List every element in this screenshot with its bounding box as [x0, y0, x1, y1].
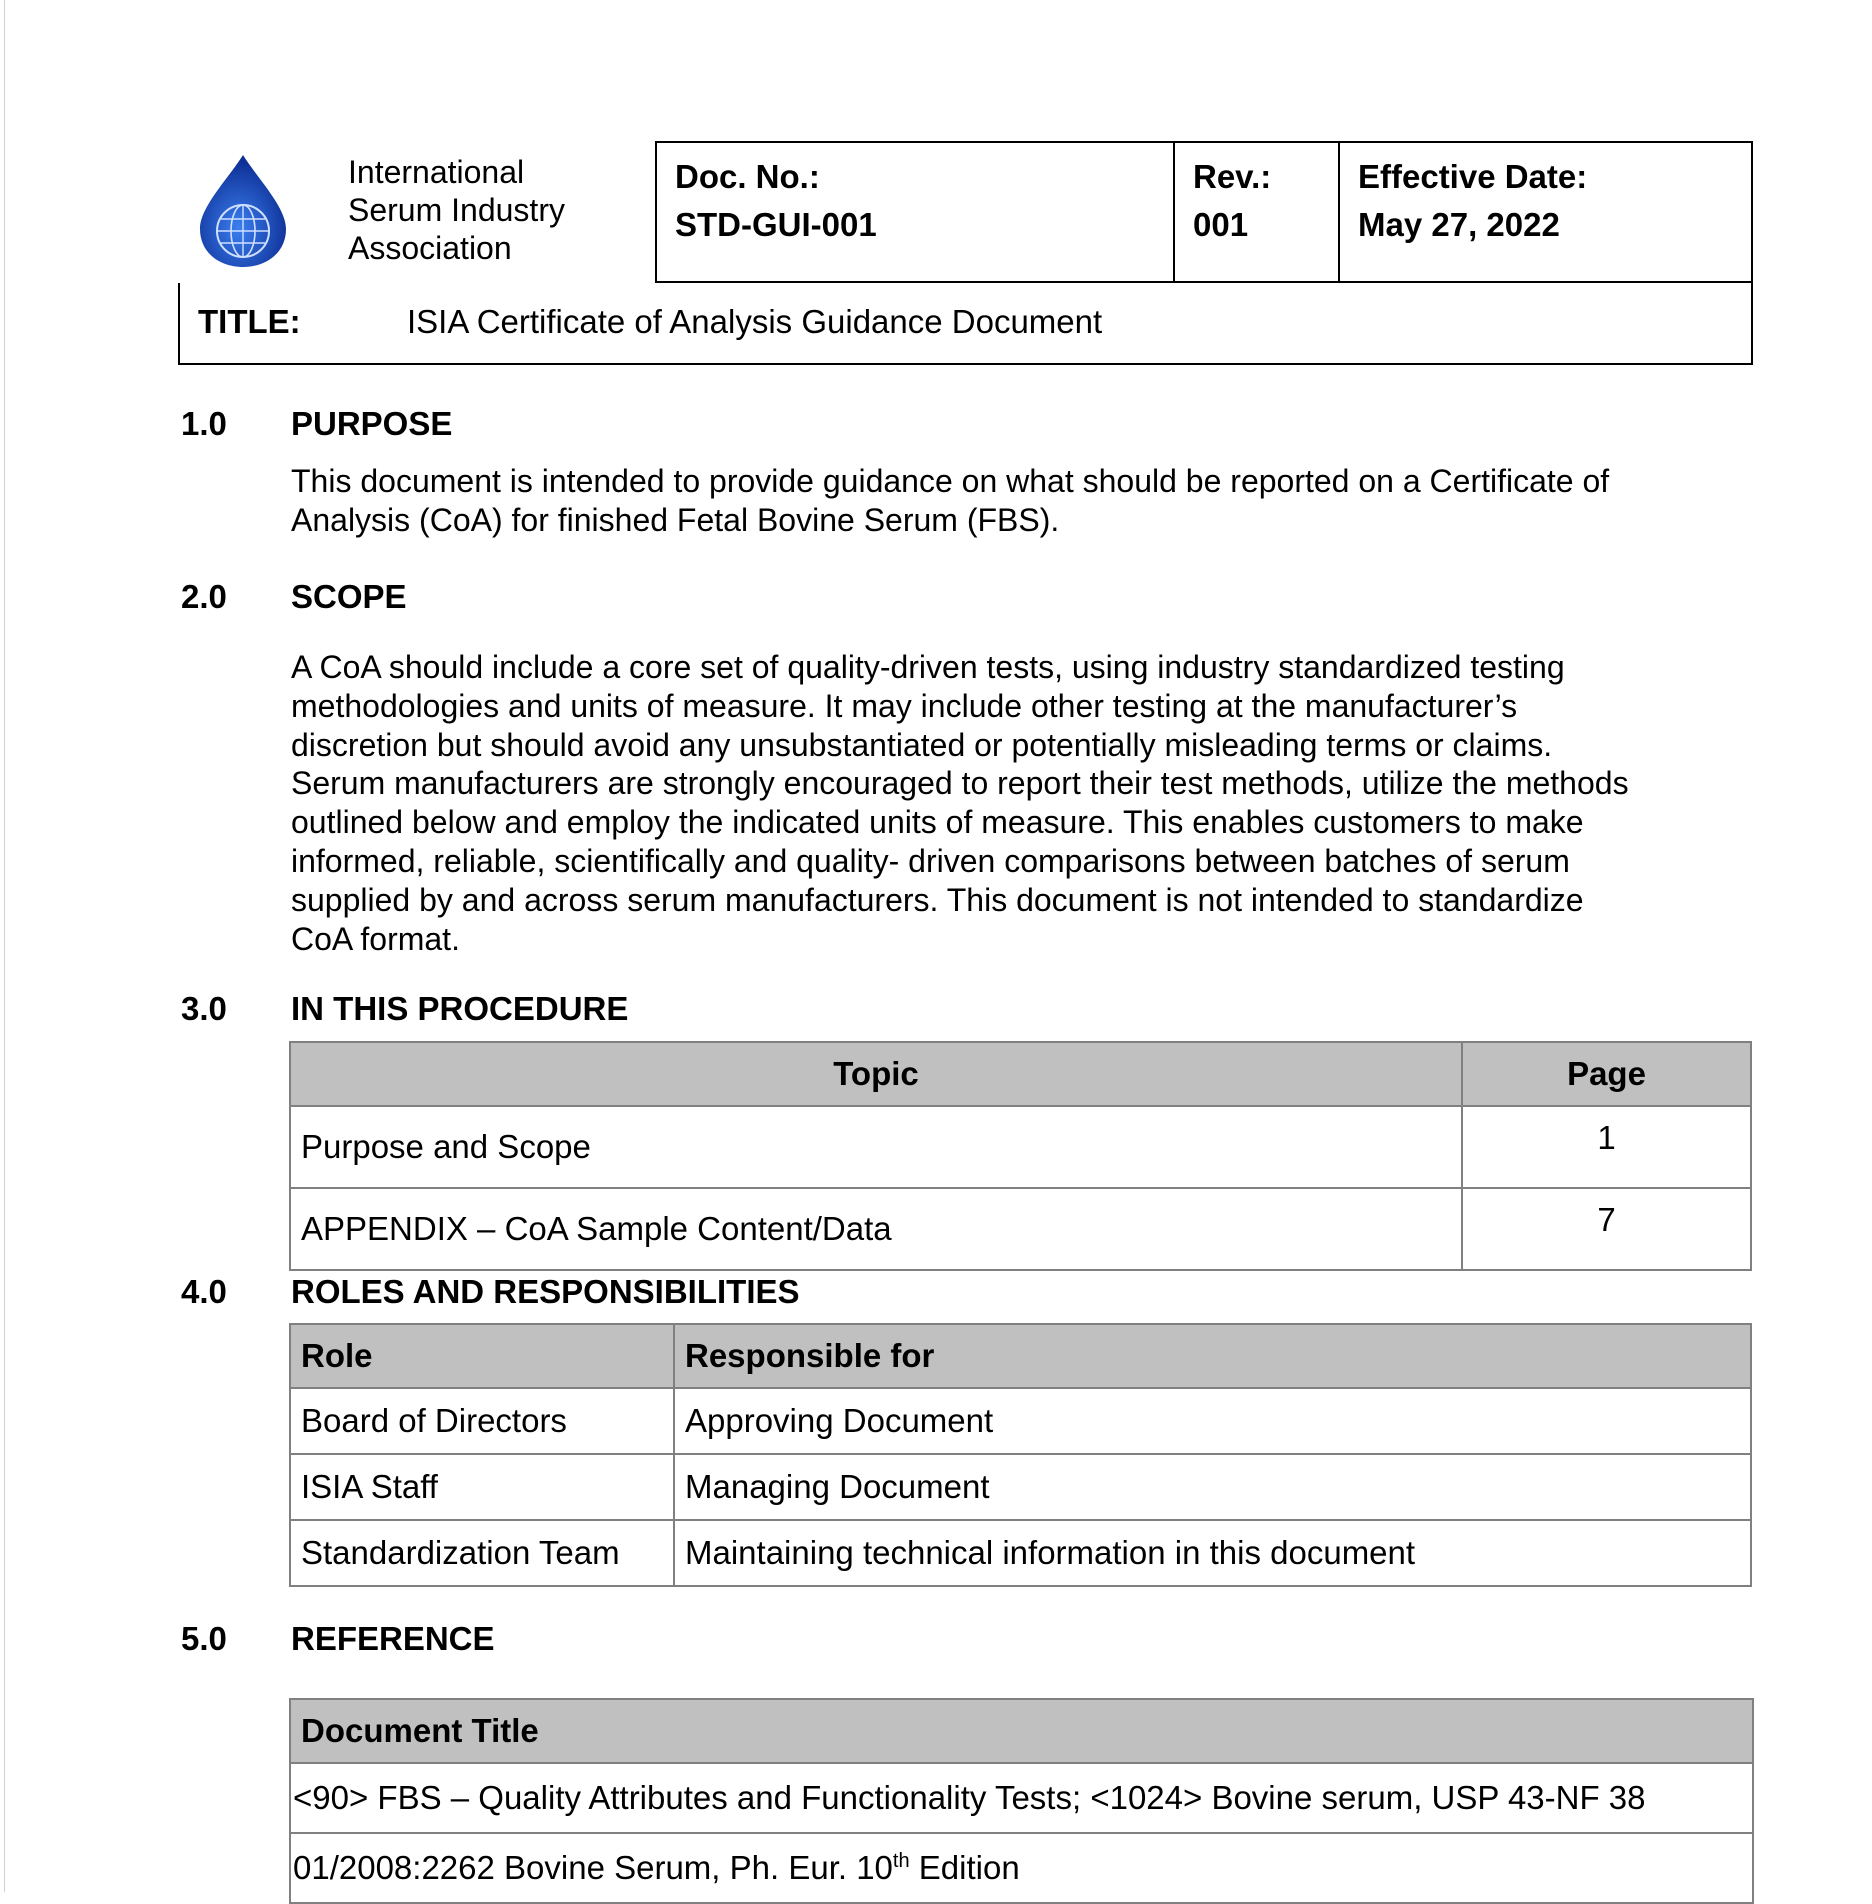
- reference-cell: <90> FBS – Quality Attributes and Functionality Tests; <1024> Bovine serum, USP 43-NF 38: [290, 1763, 1753, 1833]
- scope-paragraph: [291, 648, 1721, 958]
- role-cell: ISIA Staff: [290, 1454, 674, 1520]
- org-line: Association: [348, 230, 512, 266]
- section-number: 4.0: [181, 1273, 227, 1310]
- reference-text-end: Edition: [909, 1849, 1020, 1886]
- doc-number-value: STD-GUI-001: [675, 206, 877, 243]
- revision-value: 001: [1193, 206, 1249, 243]
- responsibility-cell: Maintaining technical information in this document: [674, 1520, 1751, 1586]
- section-number: 5.0: [181, 1620, 227, 1657]
- paragraph-line: CoA format.: [291, 920, 460, 957]
- page-cell: 7: [1462, 1188, 1751, 1270]
- title-label: TITLE:: [198, 303, 301, 340]
- procedure-table: [289, 1041, 1752, 1271]
- table-row: [290, 1388, 1751, 1454]
- table-row: [290, 1833, 1753, 1903]
- isia-logo-icon: [198, 149, 288, 269]
- role-cell: Standardization Team: [290, 1520, 674, 1586]
- paragraph-line: This document is intended to provide guidance on what should be reported on a Certificate of: [291, 463, 1610, 499]
- reference-cell: [290, 1833, 1753, 1903]
- org-line: Serum Industry: [348, 192, 565, 228]
- responsibility-cell: Approving Document: [674, 1388, 1751, 1454]
- title-row: [178, 283, 1753, 365]
- org-line: International: [348, 154, 525, 190]
- page-edge-line: [4, 0, 5, 1892]
- effective-date-cell: [1340, 141, 1753, 283]
- table-row: [290, 1188, 1751, 1270]
- organization-name: [348, 153, 565, 267]
- reference-text: 01/2008:2262 Bovine Serum, Ph. Eur. 10: [293, 1849, 893, 1886]
- section-number: 2.0: [181, 578, 227, 615]
- paragraph-line: Analysis (CoA) for finished Fetal Bovine Serum (FBS).: [291, 501, 1060, 538]
- paragraph-line: Serum manufacturers are strongly encouraged to report their test methods, utilize the methods: [291, 765, 1629, 802]
- table-row: [290, 1454, 1751, 1520]
- revision-cell: [1175, 141, 1340, 283]
- purpose-paragraph: [291, 462, 1721, 540]
- section-heading-reference: REFERENCE: [291, 1620, 495, 1657]
- table-header-row: [290, 1324, 1751, 1388]
- section-heading-scope: SCOPE: [291, 578, 407, 615]
- table-header-row: [290, 1042, 1751, 1106]
- table-row: [290, 1520, 1751, 1586]
- topic-cell: APPENDIX – CoA Sample Content/Data: [290, 1188, 1462, 1270]
- column-header-responsible: Responsible for: [674, 1324, 1751, 1388]
- role-cell: Board of Directors: [290, 1388, 674, 1454]
- paragraph-line: methodologies and units of measure. It may include other testing at the manufacturer’s: [291, 687, 1518, 724]
- doc-number-cell: [655, 141, 1175, 283]
- section-number: 3.0: [181, 990, 227, 1027]
- effective-date-value: May 27, 2022: [1358, 206, 1560, 243]
- paragraph-line: supplied by and across serum manufacturers. This document is not intended to standardize: [291, 881, 1584, 918]
- topic-cell: Purpose and Scope: [290, 1106, 1462, 1188]
- effective-date-label: Effective Date:: [1358, 158, 1588, 195]
- paragraph-line: A CoA should include a core set of quality-driven tests, using industry standardized testing: [291, 649, 1565, 685]
- doc-number-label: Doc. No.:: [675, 158, 820, 195]
- responsibility-cell: Managing Document: [674, 1454, 1751, 1520]
- reference-table: [289, 1698, 1754, 1904]
- superscript-text: th: [892, 1850, 910, 1872]
- paragraph-line: outlined below and employ the indicated units of measure. This enables customers to make: [291, 804, 1584, 841]
- section-heading-roles: ROLES AND RESPONSIBILITIES: [291, 1273, 800, 1310]
- section-number: 1.0: [181, 405, 227, 442]
- column-header-topic: Topic: [290, 1042, 1462, 1106]
- table-header-row: [290, 1699, 1753, 1763]
- table-row: [290, 1106, 1751, 1188]
- revision-label: Rev.:: [1193, 158, 1272, 195]
- document-header: [178, 141, 1753, 283]
- column-header-page: Page: [1462, 1042, 1751, 1106]
- column-header-document-title: Document Title: [290, 1699, 1753, 1763]
- section-heading-procedure: IN THIS PROCEDURE: [291, 990, 629, 1027]
- roles-table: [289, 1323, 1752, 1587]
- table-row: [290, 1763, 1753, 1833]
- paragraph-line: discretion but should avoid any unsubstantiated or potentially misleading terms or claims.: [291, 726, 1553, 763]
- title-value: ISIA Certificate of Analysis Guidance Document: [407, 303, 1103, 340]
- column-header-role: Role: [290, 1324, 674, 1388]
- section-heading-purpose: PURPOSE: [291, 405, 453, 442]
- paragraph-line: informed, reliable, scientifically and quality- driven comparisons between batches of serum: [291, 842, 1570, 879]
- page-cell: 1: [1462, 1106, 1751, 1188]
